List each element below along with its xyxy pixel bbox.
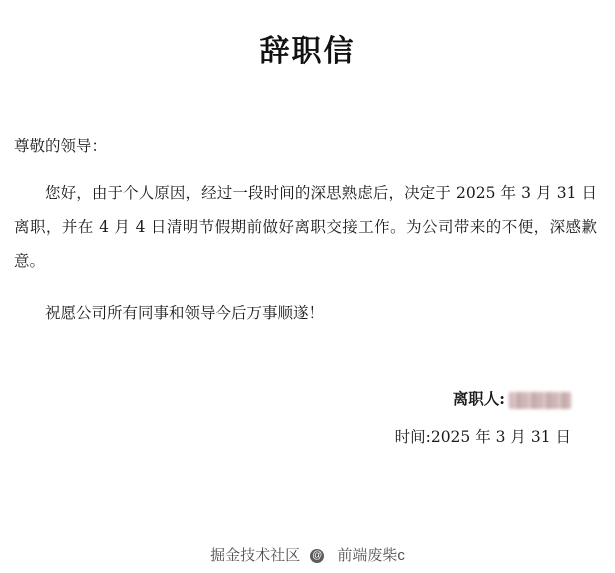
redacted-name-blur [509, 392, 571, 409]
signature-block [14, 382, 597, 454]
watermark-author: 前端废柴c [337, 547, 405, 564]
watermark-separator [310, 547, 327, 564]
salutation-line: 尊敬的领导： [14, 137, 108, 155]
date-value: 2025 年 3 月 31 日 [430, 428, 571, 446]
at-icon: @ [312, 550, 323, 562]
document-page [0, 30, 615, 573]
document-body [0, 132, 615, 454]
watermark-site: 掘金技术社区 [210, 547, 301, 564]
signature-name-line [14, 382, 571, 416]
date-label: 时间: [394, 428, 431, 446]
signature-date-line [14, 420, 571, 454]
watermark [0, 544, 615, 565]
paragraph-reason: 您好，由于个人原因，经过一段时间的深思熟虑后，决定于 2025 年 3 月 31 日离职，并在 4 月 4 日清明节假期前做好离职交接工作。为公司带来的不便，深感歉意。 [14, 184, 597, 270]
paragraph-wish: 祝愿公司所有同事和领导今后万事顺遂！ [45, 304, 325, 322]
page-title: 辞职信 [259, 34, 356, 69]
signature-label: 离职人: [452, 389, 505, 408]
